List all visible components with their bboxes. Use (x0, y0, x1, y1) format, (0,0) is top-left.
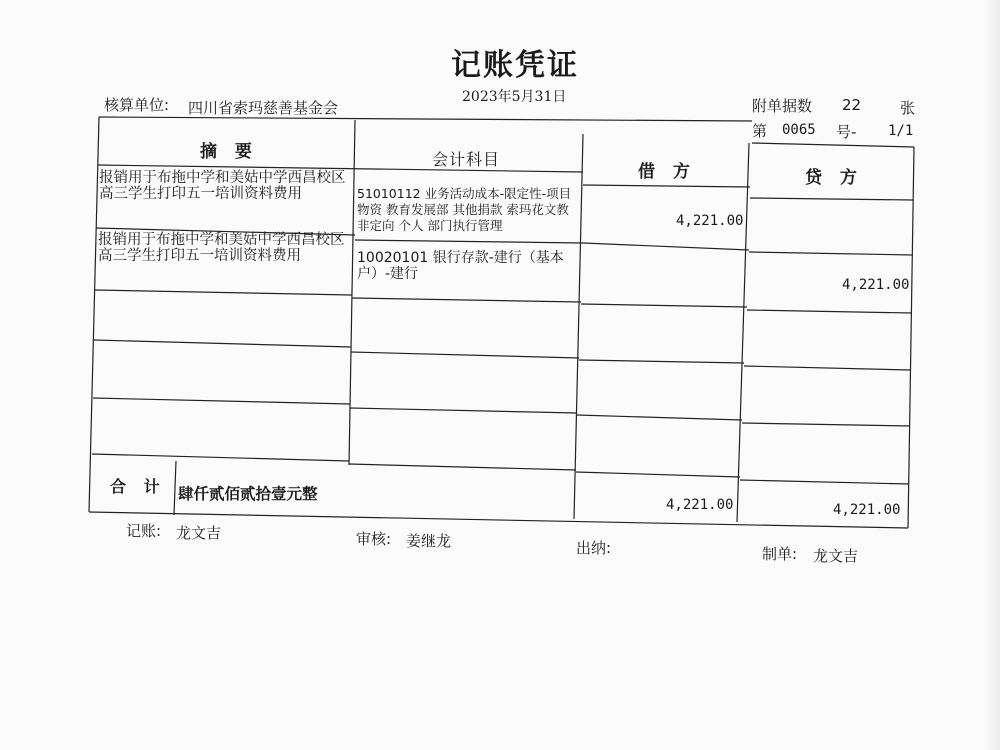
bookkeeper-label: 记账: (126, 522, 162, 540)
voucher-number: 0065 (782, 122, 816, 138)
header-summary: 摘 要 (200, 142, 258, 162)
voucher-number-prefix: 第 (752, 122, 768, 140)
unit-name: 四川省索玛慈善基金会 (188, 99, 339, 117)
row-1-summary: 报销用于布拖中学和美姑中学西昌校区高三学生打印五一培训资料费用 (99, 170, 346, 202)
voucher-title: 记账凭证 (451, 48, 579, 83)
reviewer-name: 姜继龙 (406, 532, 452, 550)
total-amount-words: 肆仟贰佰贰拾壹元整 (178, 485, 318, 503)
header-debit: 借 方 (638, 162, 696, 182)
header-credit: 贷 方 (805, 168, 863, 188)
row-2-summary: 报销用于布拖中学和美姑中学西昌校区高三学生打印五一培训资料费用 (98, 232, 345, 264)
voucher-number-suffix: 号- (836, 123, 857, 141)
attachment-label: 附单据数 (752, 97, 813, 115)
voucher-date: 2023年5月31日 (462, 89, 567, 105)
cashier-label: 出纳: (576, 539, 612, 557)
row-1-debit: 4,221.00 (676, 213, 744, 229)
total-credit: 4,221.00 (833, 502, 901, 518)
bookkeeper-name: 龙文吉 (176, 524, 222, 542)
row-2-account: 10020101 银行存款-建行（基本户）-建行 (357, 250, 564, 282)
maker-name: 龙文吉 (813, 547, 859, 565)
unit-label: 核算单位: (104, 96, 170, 114)
maker-label: 制单: (762, 545, 798, 563)
row-2-credit: 4,221.00 (842, 277, 910, 293)
attachment-count: 22 (842, 96, 862, 114)
header-account: 会计科目 (432, 150, 501, 169)
total-debit: 4,221.00 (666, 497, 734, 513)
attachment-unit: 张 (900, 99, 916, 117)
reviewer-label: 审核: (356, 530, 392, 548)
total-label: 合 计 (110, 477, 166, 496)
voucher-page: 1/1 (888, 123, 914, 139)
row-1-account: 51010112 业务活动成本-限定性-项目物资 教育发展部 其他捐款 索玛花文教 非定向 个人 部门执行管理 (357, 186, 572, 233)
